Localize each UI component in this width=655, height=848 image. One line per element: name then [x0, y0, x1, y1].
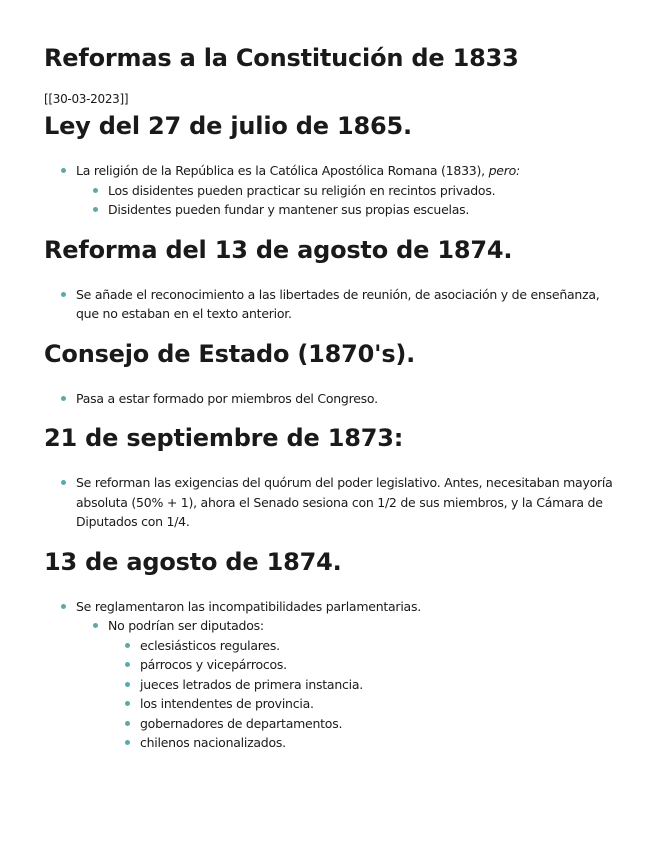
section-ley-1865	[44, 112, 625, 220]
bullet-list	[44, 161, 625, 220]
list-item	[108, 616, 625, 753]
section-septiembre-1873	[44, 424, 625, 532]
section-heading: 21 de septiembre de 1873:	[44, 424, 404, 452]
date-tag: [[30-03-2023]]	[44, 92, 129, 106]
list-item: Disidentes pueden fundar y mantener sus propias escuelas.	[108, 200, 625, 220]
bullet-list	[44, 285, 625, 324]
bullet-list	[44, 389, 625, 409]
section-heading: 13 de agosto de 1874.	[44, 547, 342, 576]
list-item: Los disidentes pueden practicar su religión en recintos privados.	[108, 181, 625, 201]
bullet-list	[44, 473, 625, 532]
list-item	[76, 597, 625, 753]
section-heading: Reforma del 13 de agosto de 1874.	[44, 235, 513, 264]
section-consejo-estado	[44, 340, 625, 409]
list-item-text: No podrían ser diputados:	[108, 618, 264, 633]
list-item: jueces letrados de primera instancia.	[140, 675, 625, 695]
list-item: Se reforman las exigencias del quórum del poder legislativo. Antes, necesitaban mayoría absoluta (50% + 1), ahora el Senado sesiona con 1/2 de sus miembros, y la Cámara de Diputados con 1/4.	[76, 473, 625, 532]
list-item: Pasa a estar formado por miembros del Congreso.	[76, 389, 625, 409]
section-heading: Consejo de Estado (1870's).	[44, 339, 416, 368]
list-item-emphasis: pero:	[488, 163, 520, 178]
list-item-text: La religión de la República es la Católica Apostólica Romana (1833),	[76, 163, 489, 178]
bullet-list	[44, 597, 625, 753]
list-item: gobernadores de departamentos.	[140, 714, 625, 734]
list-item: párrocos y vicepárrocos.	[140, 655, 625, 675]
section-heading: Ley del 27 de julio de 1865.	[44, 112, 412, 140]
list-item-text: Se reglamentaron las incompatibilidades parlamentarias.	[76, 598, 421, 614]
nested-list	[108, 636, 625, 753]
list-item: los intendentes de provincia.	[140, 694, 625, 714]
list-item: Se añade el reconocimiento a las libertades de reunión, de asociación y de enseñanza, que no estaban en el texto anterior.	[76, 285, 625, 324]
list-item	[76, 161, 625, 220]
list-item: eclesiásticos regulares.	[140, 636, 625, 656]
page-title: Reformas a la Constitución de 1833	[44, 44, 519, 72]
section-reforma-1874	[44, 236, 625, 324]
section-agosto-1874	[44, 548, 625, 753]
nested-list	[76, 616, 625, 753]
list-item: chilenos nacionalizados.	[140, 733, 625, 753]
nested-list	[76, 181, 625, 220]
